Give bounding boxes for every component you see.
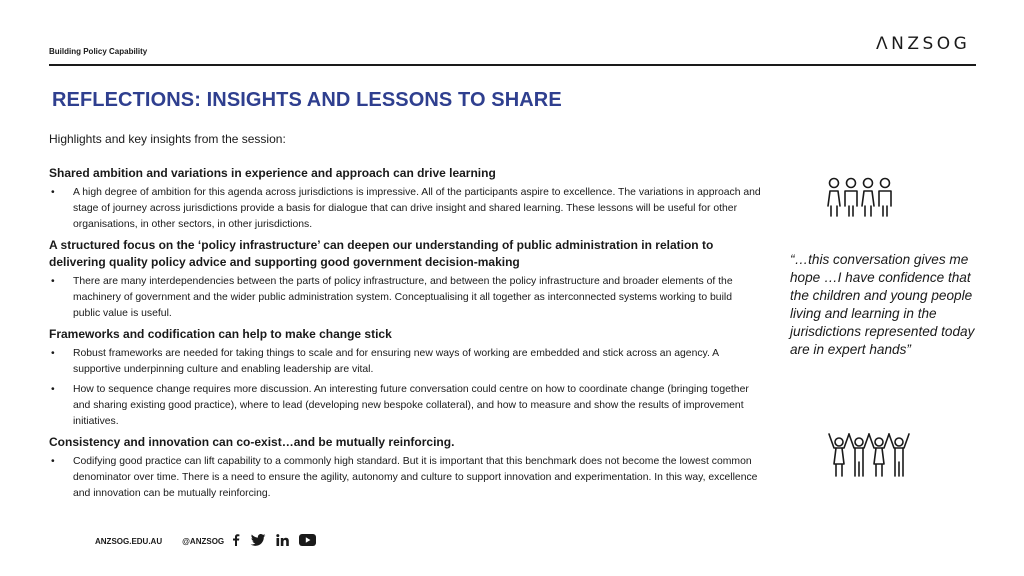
linkedin-icon[interactable] (276, 534, 289, 548)
quote: “…this conversation gives me hope …I have confidence that the children and young people living and learning in the jurisdictions represented today are in expert hands” (790, 252, 975, 357)
section-heading: A structured focus on the ‘policy infrastructure’ can deepen our understanding of public administration in relation to delivering quality policy advice and supporting good government decision-making (49, 238, 714, 269)
facebook-icon[interactable] (232, 534, 240, 548)
footer (95, 534, 316, 548)
anzsog-logo[interactable]: ΛNZSOG (876, 34, 971, 54)
section (49, 237, 761, 322)
content (49, 165, 761, 506)
section-heading: Consistency and innovation can co-exist…and be mutually reinforcing. (49, 435, 455, 449)
header-divider (49, 64, 976, 66)
page-title: REFLECTIONS: INSIGHTS AND LESSONS TO SHARE (52, 89, 562, 111)
bullet-item: • A high degree of ambition for this agenda across jurisdictions is impressive. All of the participants aspire to excellence. The variations in approach and stage of journey across jurisdictions provide a basis for dialogue that can drive insight and shared learning. These lessons will be useful for other organisations, in other sectors, in other jurisdictions. (49, 185, 761, 233)
header-label: Building Policy Capability (49, 47, 148, 56)
intro-text: Highlights and key insights from the session: (49, 132, 286, 146)
cheering-people-icon (826, 432, 910, 483)
people-group-icon (824, 176, 894, 223)
bullet-item: • There are many interdependencies between the parts of policy infrastructure, and between the policy infrastructure and broader elements of the machinery of government and the wider public administration system. Conceptualising it all together as interconnected systems working to build public value is useful. (49, 274, 761, 322)
bullet-item: • Robust frameworks are needed for taking things to scale and for ensuring new ways of working are embedded and stick across an agency. A supportive underpinning culture and enabling leadership are vital. (49, 346, 761, 378)
bullet-item: • Codifying good practice can lift capability to a commonly high standard. But it is important that this benchmark does not become the lowest common denominator over time. There is a need to ensure the agility, autonomy and culture to support innovation and experimentation. In this way, excellence and innovation can be mutually reinforcing. (49, 454, 761, 502)
section (49, 165, 761, 233)
section (49, 326, 761, 430)
bullet-list (49, 185, 761, 233)
twitter-icon[interactable] (250, 534, 266, 548)
social-links (232, 534, 316, 548)
youtube-icon[interactable] (299, 534, 316, 548)
bullet-list (49, 454, 761, 502)
section (49, 434, 761, 502)
website-link[interactable]: ANZSOG.EDU.AU (95, 536, 163, 546)
bullet-list (49, 346, 761, 430)
bullet-list (49, 274, 761, 322)
section-heading: Shared ambition and variations in experience and approach can drive learning (49, 166, 496, 180)
section-heading: Frameworks and codification can help to make change stick (49, 327, 392, 341)
bullet-item: • How to sequence change requires more discussion. An interesting future conversation could centre on how to coordinate change (bringing together and sharing existing good practice), where to lead (developing new bespoke collateral), and how to measure and show the results of improvement initiatives. (49, 382, 761, 430)
social-handle[interactable]: @ANZSOG (182, 536, 225, 546)
